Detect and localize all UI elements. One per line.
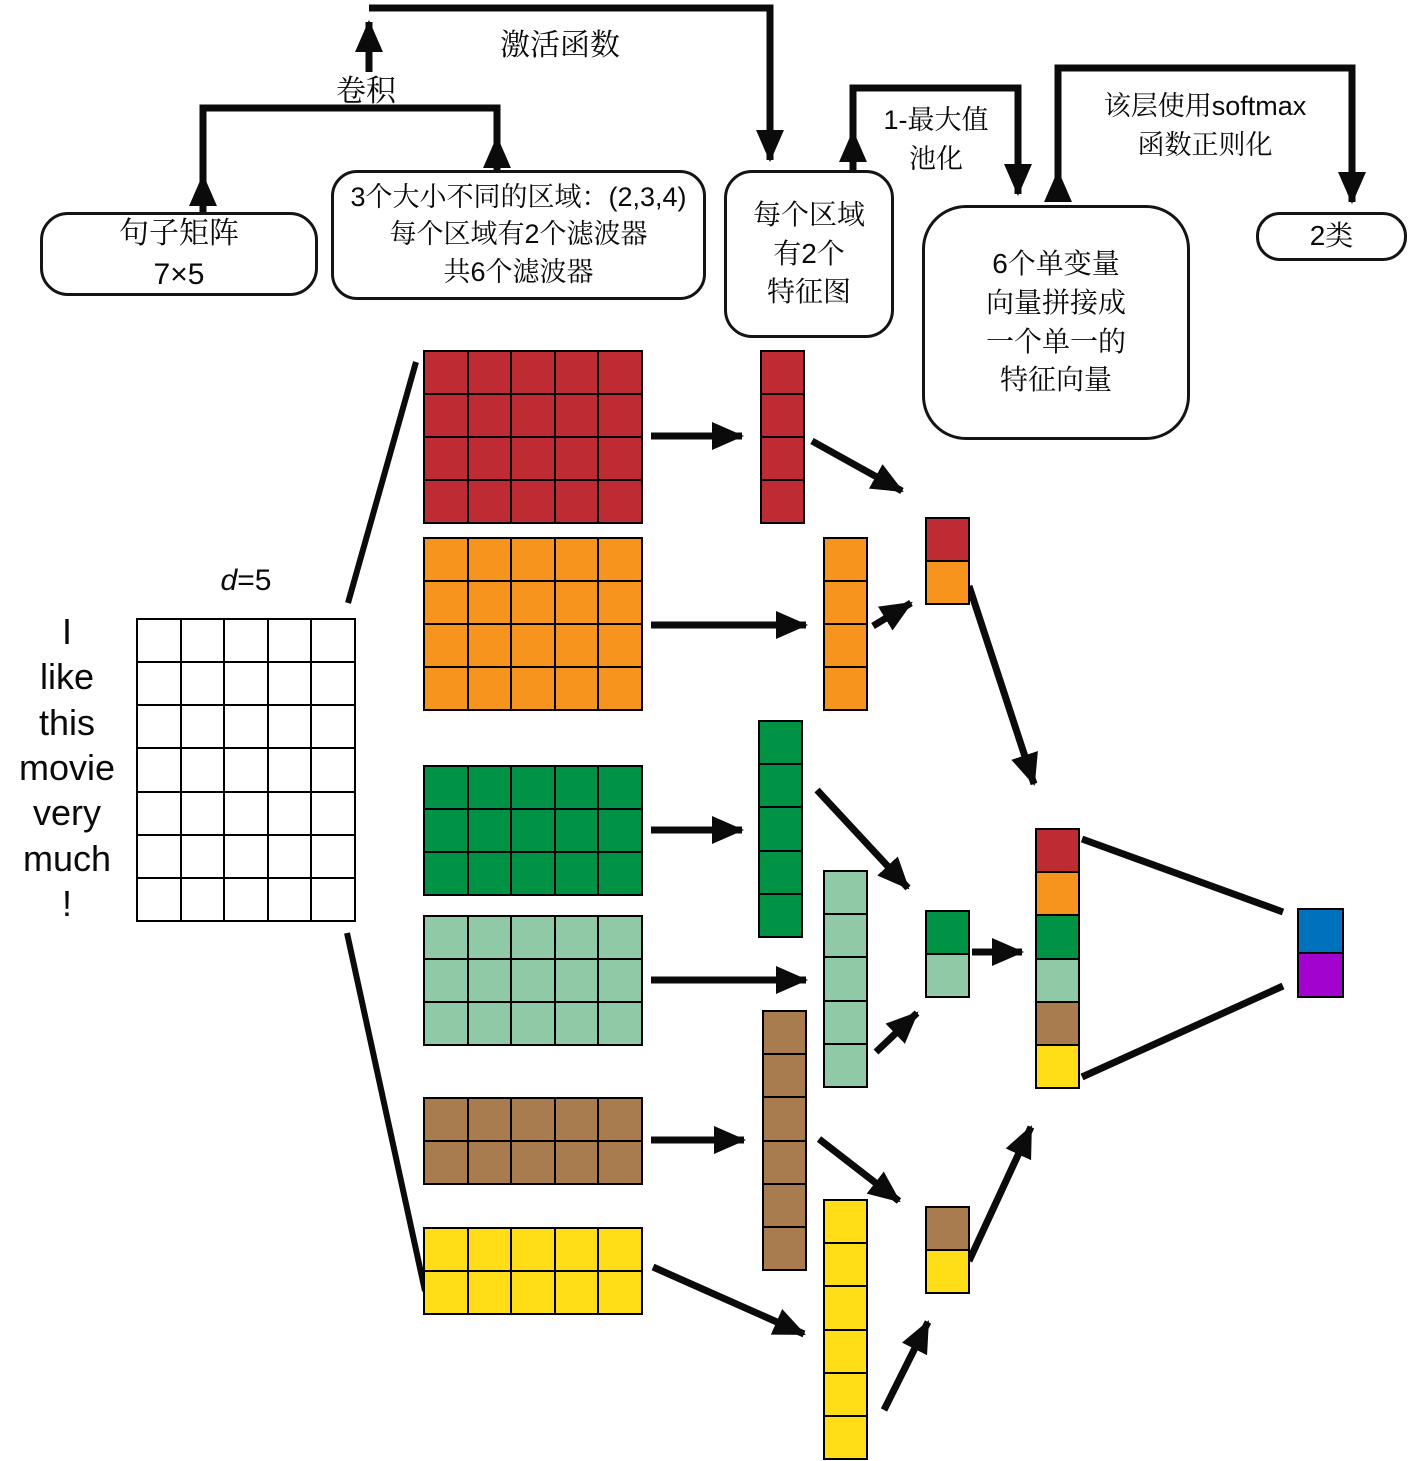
orange-map-pool-arrow [873, 603, 911, 626]
grid-cell [424, 538, 468, 581]
grid-cell [761, 351, 804, 394]
grid-cell [555, 538, 599, 581]
grid-cell [311, 878, 355, 921]
pooling-label [856, 98, 1016, 176]
grid-cell [468, 916, 512, 959]
grid-cell [511, 1271, 555, 1314]
grid-cell [598, 1002, 642, 1045]
grid-cell [555, 1228, 599, 1271]
feature-map-yellow [823, 1199, 868, 1460]
grid-cell [824, 1416, 867, 1459]
grid-cell [759, 894, 802, 937]
grid-cell [598, 916, 642, 959]
grid-cell [224, 662, 268, 705]
grid-cell [181, 619, 225, 662]
grid-cell [824, 1286, 867, 1329]
grid-cell [555, 809, 599, 852]
grid-cell [311, 705, 355, 748]
grid-cell [424, 1228, 468, 1271]
grid-cell [468, 667, 512, 710]
grid-cell [598, 351, 642, 394]
grid-cell [224, 705, 268, 748]
feature-map-red [760, 350, 805, 524]
grid-cell [311, 835, 355, 878]
grid-cell [468, 766, 512, 809]
grid-cell [598, 624, 642, 667]
grid-cell [311, 792, 355, 835]
grid-cell [824, 1044, 867, 1087]
pool3-concat-arrow [969, 1127, 1031, 1261]
grid-cell [1036, 959, 1079, 1002]
yellow-filter-arrow [653, 1267, 804, 1334]
sentence-word: this [38, 701, 96, 743]
brown-map-pool-arrow [819, 1139, 899, 1201]
matrix-to-red-filter-line [348, 362, 416, 603]
grid-cell [511, 394, 555, 437]
grid-cell [759, 764, 802, 807]
regions-box-line1: 3个大小不同的区域：(2,3,4) [350, 182, 687, 213]
grid-cell [824, 1001, 867, 1044]
grid-cell [137, 748, 181, 791]
pooling-label-line1: 1-最大值 [883, 105, 989, 135]
grid-cell [468, 581, 512, 624]
grid-cell [1298, 953, 1343, 997]
grid-cell [598, 1098, 642, 1141]
concat-output-line-bottom [1082, 986, 1283, 1077]
grid-cell [511, 809, 555, 852]
concat-box-line2: 向量拼接成 [985, 286, 1126, 318]
grid-cell [268, 878, 312, 921]
grid-cell [468, 1228, 512, 1271]
grid-cell [926, 911, 969, 954]
grid-cell [1036, 1045, 1079, 1088]
lightgreen-map-pool-arrow [876, 1013, 917, 1052]
sentence-matrix-box-line2: 7×5 [153, 258, 205, 291]
sentence-words [6, 611, 128, 924]
grid-cell [761, 480, 804, 523]
grid-cell [555, 852, 599, 895]
pooling-label-line2: 池化 [909, 144, 963, 174]
grid-cell [424, 1141, 468, 1184]
grid-cell [424, 581, 468, 624]
grid-cell [598, 581, 642, 624]
dimension-value: =5 [237, 564, 272, 597]
activation-label: 激活函数 [500, 29, 620, 62]
grid-cell [424, 480, 468, 523]
grid-cell [468, 809, 512, 852]
concat-output-line-top [1082, 839, 1283, 912]
grid-cell [763, 1054, 806, 1097]
filter-yellow-grid [423, 1227, 643, 1315]
concat-box-line1: 6个单变量 [992, 248, 1120, 280]
grid-cell [555, 1002, 599, 1045]
matrix-to-yellow-filter-line [347, 933, 425, 1291]
grid-cell [926, 518, 969, 561]
grid-cell [137, 878, 181, 921]
concat-box-line4: 特征向量 [999, 364, 1112, 396]
grid-cell [424, 1002, 468, 1045]
grid-cell [511, 538, 555, 581]
grid-cell [268, 748, 312, 791]
grid-cell [311, 748, 355, 791]
grid-cell [468, 624, 512, 667]
grid-cell [759, 807, 802, 850]
grid-cell [763, 1227, 806, 1270]
grid-cell [468, 351, 512, 394]
grid-cell [1036, 872, 1079, 915]
grid-cell [824, 957, 867, 1000]
grid-cell [511, 959, 555, 1002]
grid-cell [511, 351, 555, 394]
grid-cell [824, 1200, 867, 1243]
grid-cell [926, 561, 969, 604]
concatenated-feature-vector [1035, 828, 1080, 1089]
grid-cell [555, 1098, 599, 1141]
sentence-matrix-grid [136, 618, 356, 922]
grid-cell [511, 1002, 555, 1045]
grid-cell [555, 624, 599, 667]
grid-cell [598, 667, 642, 710]
concat-box-line3: 一个单一的 [985, 325, 1126, 357]
sentence-word: ! [61, 882, 72, 924]
filter-red-grid [423, 350, 643, 524]
regions-box [331, 170, 706, 300]
feature-map-orange [823, 537, 868, 711]
output-class-vector [1297, 908, 1344, 998]
grid-cell [468, 1271, 512, 1314]
grid-cell [511, 1228, 555, 1271]
grid-cell [137, 835, 181, 878]
convolution-label: 卷积 [336, 75, 396, 108]
grid-cell [511, 480, 555, 523]
grid-cell [759, 721, 802, 764]
feature-maps-box-line1: 每个区域 [752, 199, 865, 231]
grid-cell [181, 835, 225, 878]
grid-cell [598, 437, 642, 480]
grid-cell [598, 1141, 642, 1184]
grid-cell [424, 667, 468, 710]
grid-cell [598, 480, 642, 523]
pooled-pair-red-orange [925, 517, 970, 605]
grid-cell [268, 662, 312, 705]
grid-cell [824, 914, 867, 957]
grid-cell [824, 1373, 867, 1416]
sentence-matrix-box [40, 212, 318, 296]
grid-cell [926, 1207, 969, 1250]
grid-cell [555, 1271, 599, 1314]
grid-cell [424, 624, 468, 667]
filter-lightgreen-grid [423, 915, 643, 1046]
grid-cell [763, 1011, 806, 1054]
grid-cell [424, 766, 468, 809]
grid-cell [824, 581, 867, 624]
grid-cell [137, 705, 181, 748]
grid-cell [224, 878, 268, 921]
grid-cell [468, 1002, 512, 1045]
grid-cell [555, 480, 599, 523]
grid-cell [137, 662, 181, 705]
feature-maps-box [724, 170, 894, 338]
grid-cell [424, 394, 468, 437]
dimension-var: d [220, 564, 238, 597]
grid-cell [555, 766, 599, 809]
grid-cell [761, 437, 804, 480]
grid-cell [311, 619, 355, 662]
grid-cell [511, 1098, 555, 1141]
grid-cell [926, 954, 969, 997]
grid-cell [224, 835, 268, 878]
grid-cell [424, 437, 468, 480]
grid-cell [424, 1271, 468, 1314]
grid-cell [511, 624, 555, 667]
grid-cell [468, 1141, 512, 1184]
grid-cell [268, 619, 312, 662]
grid-cell [598, 959, 642, 1002]
grid-cell [511, 766, 555, 809]
grid-cell [268, 835, 312, 878]
grid-cell [598, 1228, 642, 1271]
grid-cell [424, 809, 468, 852]
grid-cell [511, 581, 555, 624]
grid-cell [763, 1097, 806, 1140]
grid-cell [1036, 915, 1079, 958]
grid-cell [424, 351, 468, 394]
grid-cell [181, 662, 225, 705]
grid-cell [468, 394, 512, 437]
grid-cell [224, 619, 268, 662]
sentence-word: I [61, 611, 72, 652]
grid-cell [1298, 909, 1343, 953]
grid-cell [824, 871, 867, 914]
softmax-label-line1: 该层使用softmax [1103, 91, 1307, 121]
grid-cell [555, 351, 599, 394]
grid-cell [268, 705, 312, 748]
yellow-map-pool-arrow [884, 1322, 928, 1410]
grid-cell [555, 581, 599, 624]
grid-cell [268, 792, 312, 835]
grid-cell [824, 1330, 867, 1373]
softmax-label [1080, 84, 1330, 162]
grid-cell [555, 667, 599, 710]
grid-cell [598, 538, 642, 581]
grid-cell [224, 792, 268, 835]
grid-cell [598, 766, 642, 809]
grid-cell [926, 1250, 969, 1293]
grid-cell [511, 667, 555, 710]
grid-cell [468, 959, 512, 1002]
grid-cell [181, 878, 225, 921]
grid-cell [763, 1184, 806, 1227]
grid-cell [761, 394, 804, 437]
sentence-word: movie [18, 746, 116, 788]
grid-cell [511, 852, 555, 895]
softmax-label-line2: 函数正则化 [1137, 130, 1273, 160]
regions-box-line3: 共6个滤波器 [443, 256, 594, 287]
grid-cell [468, 1098, 512, 1141]
grid-cell [598, 394, 642, 437]
grid-cell [1036, 1002, 1079, 1045]
pooled-pair-brown-yellow [925, 1206, 970, 1294]
grid-cell [1036, 829, 1079, 872]
concat-box [922, 205, 1190, 440]
grid-cell [311, 662, 355, 705]
feature-maps-box-line3: 特征图 [766, 276, 851, 308]
grid-cell [424, 852, 468, 895]
grid-cell [598, 1271, 642, 1314]
filter-brown-grid [423, 1097, 643, 1185]
grid-cell [424, 959, 468, 1002]
classes-box-label: 2类 [1309, 220, 1354, 252]
grid-cell [555, 437, 599, 480]
grid-cell [555, 394, 599, 437]
grid-cell [824, 624, 867, 667]
grid-cell [763, 1141, 806, 1184]
grid-cell [598, 809, 642, 852]
grid-cell [468, 852, 512, 895]
grid-cell [424, 1098, 468, 1141]
grid-cell [468, 538, 512, 581]
grid-cell [759, 851, 802, 894]
grid-cell [468, 480, 512, 523]
dimension-label [186, 564, 306, 598]
feature-maps-box-line2: 有2个 [773, 237, 845, 269]
grid-cell [137, 619, 181, 662]
sentence-word: much [22, 837, 112, 879]
grid-cell [598, 852, 642, 895]
grid-cell [468, 437, 512, 480]
filter-orange-grid [423, 537, 643, 711]
filter-green-grid [423, 765, 643, 896]
feature-map-green [758, 720, 803, 938]
grid-cell [181, 705, 225, 748]
pooled-pair-green-lightgreen [925, 910, 970, 998]
pool1-concat-arrow [969, 586, 1034, 784]
grid-cell [224, 748, 268, 791]
regions-box-line2: 每个区域有2个滤波器 [389, 219, 648, 250]
grid-cell [824, 1243, 867, 1286]
grid-cell [511, 437, 555, 480]
grid-cell [511, 916, 555, 959]
grid-cell [424, 916, 468, 959]
grid-cell [511, 1141, 555, 1184]
feature-map-lightgreen [823, 870, 868, 1088]
feature-map-brown [762, 1010, 807, 1271]
grid-cell [555, 916, 599, 959]
red-map-pool-arrow [812, 441, 902, 491]
grid-cell [555, 1141, 599, 1184]
grid-cell [824, 538, 867, 581]
sentence-word: very [32, 792, 101, 834]
grid-cell [137, 792, 181, 835]
grid-cell [555, 959, 599, 1002]
classes-box [1256, 212, 1407, 261]
sentence-word: like [39, 656, 95, 698]
sentence-matrix-box-line1: 句子矩阵 [119, 216, 239, 250]
grid-cell [181, 748, 225, 791]
grid-cell [181, 792, 225, 835]
grid-cell [824, 667, 867, 710]
